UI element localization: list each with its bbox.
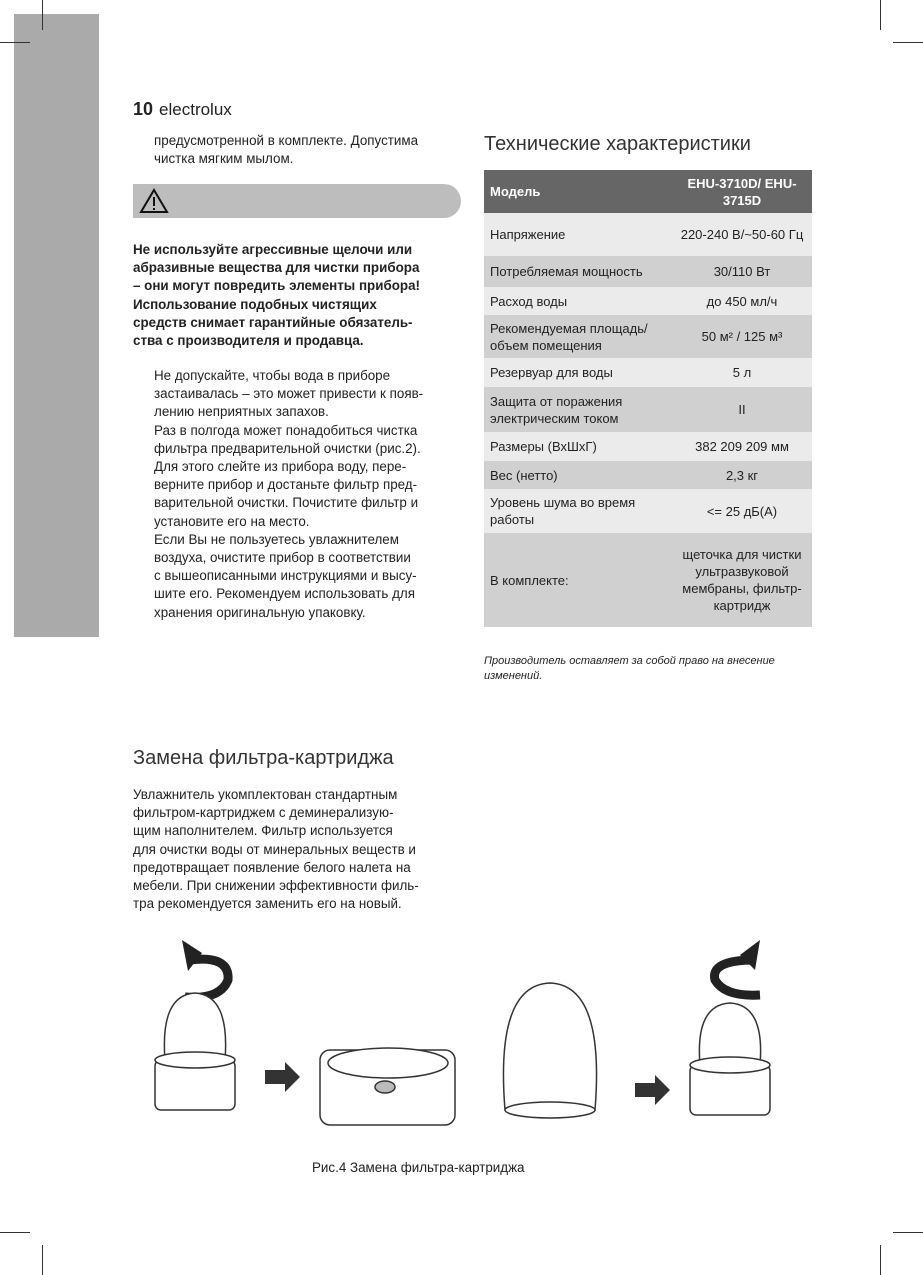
line: фильтра предварительной очистки (рис.2). <box>154 440 421 456</box>
table-row <box>484 461 812 489</box>
row-label: В комплекте: <box>484 533 672 627</box>
arrow-right-icon <box>265 1062 300 1092</box>
line: Не допускайте, чтобы вода в приборе <box>154 368 391 383</box>
table-row <box>484 287 812 315</box>
table-header <box>484 170 812 213</box>
cap-illustration <box>320 1048 455 1125</box>
crop-mark <box>893 1232 923 1233</box>
line: Для этого слейте из прибора воду, пере- <box>154 459 407 475</box>
line: абразивные вещества для чистки прибора <box>133 260 420 276</box>
row-label: Защита от поражения электрическим током <box>484 387 672 432</box>
row-value: 5 л <box>672 358 812 387</box>
row-value: 382 209 209 мм <box>672 432 812 461</box>
page-header <box>133 99 232 120</box>
table-row <box>484 489 812 533</box>
line: Не используйте агрессивные щелочи или <box>133 242 413 257</box>
figure-caption: Рис.4 Замена фильтра-картриджа <box>312 1160 525 1175</box>
line: Использование подобных чистящих <box>133 296 377 312</box>
cartridge-illustration <box>690 1003 770 1115</box>
side-tab <box>14 14 99 637</box>
line: щим наполнителем. Фильтр используется <box>133 823 393 839</box>
row-label: Потребляемая мощность <box>484 256 672 287</box>
warning-bar <box>133 184 461 218</box>
line: Если Вы не пользуетесь увлажнителем <box>154 531 399 547</box>
row-label: Вес (нетто) <box>484 461 672 489</box>
line: варительной очистки. Почистите фильтр и <box>154 495 419 511</box>
line: верните прибор и достаньте фильтр пред- <box>154 477 418 493</box>
disclaimer-note: Производитель оставляет за собой право на внесение изменений. <box>484 655 775 682</box>
line: хранения оригинальную упаковку. <box>154 604 366 620</box>
line: Увлажнитель укомплектован стандартным <box>133 787 398 802</box>
line: воздуха, очистите прибор в соответствии <box>154 550 411 566</box>
header-label: Модель <box>484 170 672 213</box>
filter-replacement-figure <box>140 935 840 1150</box>
line: – они могут повредить элементы прибора! <box>133 278 420 294</box>
row-value: II <box>672 387 812 432</box>
line: шите его. Рекомендуем использовать для <box>154 586 415 602</box>
crop-mark <box>880 0 881 30</box>
row-value: 30/110 Вт <box>672 256 812 287</box>
row-value: щеточка для чистки ультразвуковой мембраны, фильтр-картридж <box>672 533 812 627</box>
row-label: Напряжение <box>484 213 672 256</box>
table-row <box>484 533 812 627</box>
table-row <box>484 213 812 256</box>
specs-title: Технические характеристики <box>484 133 751 155</box>
line: установите его на место. <box>154 513 310 529</box>
line: лению неприятных запахов. <box>154 404 329 420</box>
line: застаивалась – это может привести к появ- <box>154 386 424 402</box>
table-row <box>484 432 812 461</box>
row-value: 2,3 кг <box>672 461 812 489</box>
crop-mark <box>0 1232 30 1233</box>
table-row <box>484 358 812 387</box>
row-value: до 450 мл/ч <box>672 287 812 315</box>
row-value: 50 м² / 125 м³ <box>672 315 812 358</box>
header-value: EHU-3710D/ EHU-3715D <box>672 170 812 213</box>
line: для очистки воды от минеральных веществ и <box>133 841 416 857</box>
crop-mark <box>893 42 923 43</box>
row-label: Уровень шума во время работы <box>484 489 672 533</box>
line: фильтром-картриджем с деминерализую- <box>133 805 394 821</box>
line: средств снимает гарантийные обязатель- <box>133 314 413 330</box>
row-label: Резервуар для воды <box>484 358 672 387</box>
row-label: Расход воды <box>484 287 672 315</box>
crop-mark <box>0 42 30 43</box>
row-value: 220-240 В/~50-60 Гц <box>672 213 812 256</box>
line: ства с производителя и продавца. <box>133 333 364 349</box>
filter-title: Замена фильтра-картриджа <box>133 747 394 769</box>
brand: electrolux <box>159 100 232 119</box>
cartridge-illustration <box>155 993 235 1110</box>
warning-text <box>133 241 420 350</box>
line: Раз в полгода может понадобиться чистка <box>154 422 418 438</box>
row-label: Рекомендуемая площадь/ объем помещения <box>484 315 672 358</box>
table-row <box>484 315 812 358</box>
table-row <box>484 387 812 432</box>
specs-table <box>484 170 812 627</box>
page-number: 10 <box>133 99 154 119</box>
row-value: <= 25 дБ(А) <box>672 489 812 533</box>
cartridge-illustration <box>503 983 596 1118</box>
arrow-right-icon <box>635 1075 670 1105</box>
table-row <box>484 256 812 287</box>
line: тра рекомендуется заменить его на новый. <box>133 896 402 912</box>
intro-text <box>154 132 418 168</box>
row-label: Размеры (ВхШхГ) <box>484 432 672 461</box>
line: с вышеописанными инструкциями и высу- <box>154 568 417 584</box>
warning-icon <box>139 187 169 215</box>
crop-mark <box>880 1245 881 1275</box>
line: чистка мягким мылом. <box>154 151 294 167</box>
filter-text <box>133 786 419 913</box>
crop-mark <box>42 1245 43 1275</box>
crop-mark <box>42 0 43 30</box>
line: мебели. При снижении эффективности филь- <box>133 878 419 894</box>
cleaning-text <box>154 367 423 622</box>
line: предотвращает появление белого налета на <box>133 859 411 875</box>
line: предусмотренной в комплекте. Допустима <box>154 133 419 148</box>
